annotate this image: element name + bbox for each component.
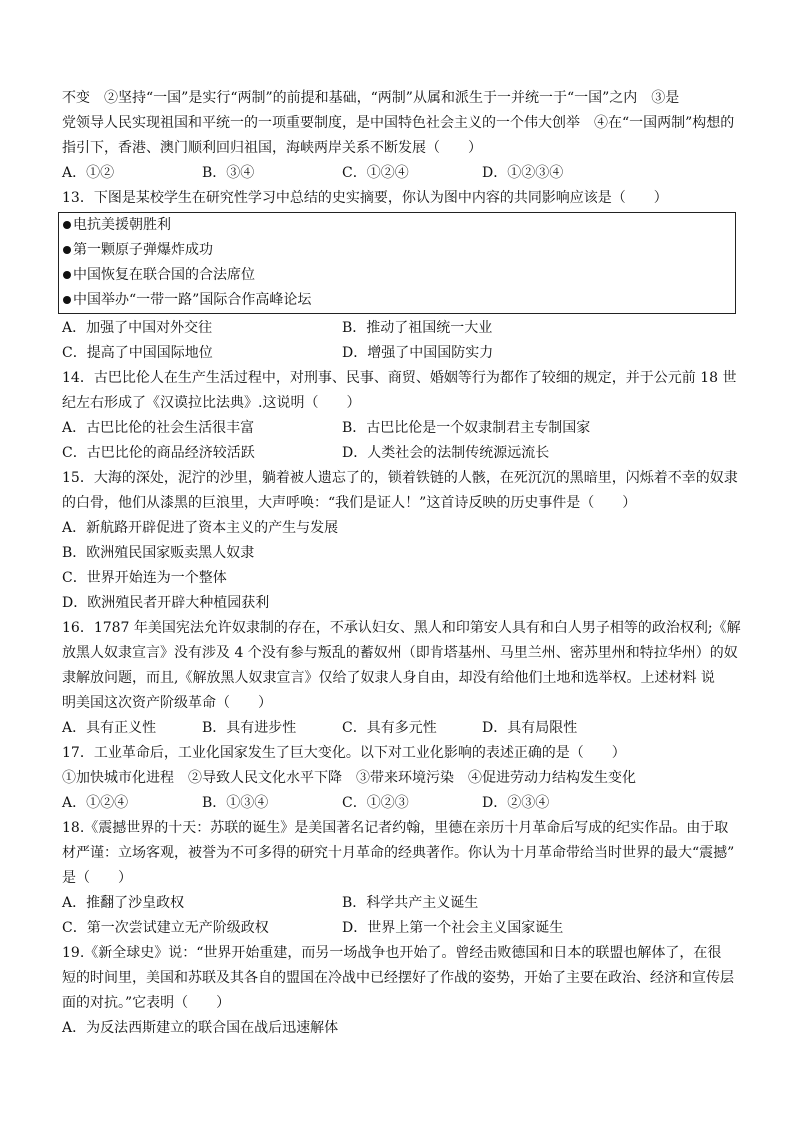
q17-option-a[interactable]: A．①②④ [62, 795, 129, 811]
q16-option-a[interactable]: A．具有正义性 [62, 720, 157, 736]
q14-line-1: 14．古巴比伦人在生产生活过程中，对刑事、民事、商贸、婚姻等行为都作了较细的规定，并于公元前 18 世 [62, 370, 737, 386]
q15-line-2: 的白骨，他们从漆黑的巨浪里，大声呼唤：“我们是证人！”这首诗反映的历史事件是（ ） [62, 495, 637, 511]
q17-items: ①加快城市化进程 ②导致人民文化水平下降 ③带来环境污染 ④促进劳动力结构发生变化 [62, 770, 636, 786]
q13-box-item: 电抗美援朝胜利 [63, 213, 731, 238]
q16-option-d[interactable]: D．具有局限性 [482, 720, 578, 736]
q17-options [62, 791, 732, 816]
q12-option-d[interactable]: D．①②③④ [482, 165, 564, 181]
q13-option-c[interactable]: C．提高了中国国际地位 [62, 345, 213, 361]
q17-option-d[interactable]: D．②③④ [482, 795, 550, 811]
q15-line-1: 15．大海的深处，泥泞的沙里，躺着被人遗忘了的，锁着铁链的人骸，在死沉沉的黑暗里，闪烁着不幸的奴隶 [62, 470, 738, 486]
q18-line-2: 材严谨：立场客观，被誉为不可多得的研究十月革命的经典著作。你认为十月革命带给当时世界的最大“震撼” [62, 845, 735, 861]
q12-line-3: 指引下，香港、澳门顺利回归祖国，海峡两岸关系不断发展（ ） [62, 140, 482, 156]
q19-line-2: 短的时间里，美国和苏联及其各自的盟国在冷战中已经摆好了作战的姿势，开始了主要在政治、经济和宣传层 [62, 970, 734, 986]
q14-option-b[interactable]: B．古巴比伦是一个奴隶制君主专制国家 [342, 420, 591, 436]
q17-option-c[interactable]: C．①②③ [342, 795, 409, 811]
q14-options-row-2 [62, 441, 732, 466]
q18-line-3: 是（ ） [62, 870, 132, 886]
q17-stem: 17．工业革命后，工业化国家发生了巨大变化。以下对工业化影响的表述正确的是（ ） [62, 745, 626, 761]
q16-options [62, 716, 732, 741]
q13-box-item: 中国恢复在联合国的合法席位 [63, 263, 731, 288]
q16-line-2: 放黑人奴隶宣言》没有涉及 4 个没有参与叛乱的蓄奴州（即肯塔基州、马里兰州、密苏里州和特拉华州）的奴 [62, 645, 738, 661]
q13-options-row-1 [62, 316, 732, 341]
q15-option-a[interactable]: A．新航路开辟促进了资本主义的产生与发展 [62, 520, 339, 536]
q17-option-b[interactable]: B．①③④ [202, 795, 269, 811]
q13-options-row-2 [62, 341, 732, 366]
q13-box-item: 中国举办“一带一路”国际合作高峰论坛 [63, 288, 731, 313]
q13-option-b[interactable]: B．推动了祖国统一大业 [342, 320, 493, 336]
q16-line-3: 隶解放问题，而且,《解放黑人奴隶宣言》仅给了奴隶人身自由，却没有给他们土地和选举权。上述材料 说 [62, 670, 715, 686]
q19-option-a[interactable]: A．为反法西斯建立的联合国在战后迅速解体 [62, 1020, 339, 1036]
q18-option-a[interactable]: A．推翻了沙皇政权 [62, 895, 185, 911]
q12-option-c[interactable]: C．①②④ [342, 165, 409, 181]
q12-options [62, 161, 732, 186]
q15-option-c[interactable]: C．世界开始连为一个整体 [62, 570, 227, 586]
q19-line-3: 面的对抗。”它表明（ ） [62, 995, 231, 1011]
q13-stem: 13．下图是某校学生在研究性学习中总结的史实摘要，你认为图中内容的共同影响应该是（ ） [62, 190, 668, 206]
exam-page [62, 86, 741, 1041]
bullet-icon [63, 246, 71, 254]
q16-line-4: 明美国这次资产阶级革命（ ） [62, 695, 272, 711]
bullet-icon [63, 271, 71, 279]
q18-option-c[interactable]: C．第一次尝试建立无产阶级政权 [62, 920, 269, 936]
q18-option-d[interactable]: D．世界上第一个社会主义国家诞生 [342, 920, 564, 936]
q14-options-row-1 [62, 416, 732, 441]
q12-option-b[interactable]: B．③④ [202, 165, 255, 181]
q18-line-1: 18.《震撼世界的十天：苏联的诞生》是美国著名记者约翰，里德在亲历十月革命后写成的纪实作品。由于取 [62, 820, 729, 836]
q19-line-1: 19.《新全球史》说：“世界开始重建，而另一场战争也开始了。曾经击败德国和日本的联盟也解体了，在很 [62, 945, 722, 961]
q16-line-1: 16．1787 年美国宪法允许奴隶制的存在，不承认妇女、黑人和印第安人具有和白人男子相等的政治权利;《解 [62, 620, 741, 636]
q14-option-d[interactable]: D．人类社会的法制传统源远流长 [342, 445, 550, 461]
q14-option-a[interactable]: A．古巴比伦的社会生活很丰富 [62, 420, 255, 436]
q14-option-c[interactable]: C．古巴比伦的商品经济较活跃 [62, 445, 255, 461]
q15-option-d[interactable]: D．欧洲殖民者开辟大种植园获利 [62, 595, 270, 611]
q12-line-1: 不变 ②坚持“一国”是实行“两制”的前提和基础，“两制”从属和派生于一并统一于“一国”之内 ③是 [62, 90, 680, 106]
q15-option-b[interactable]: B．欧洲殖民国家贩卖黑人奴隶 [62, 545, 255, 561]
q16-option-c[interactable]: C．具有多元性 [342, 720, 437, 736]
q18-options-row-1 [62, 891, 732, 916]
q13-option-d[interactable]: D．增强了中国国防实力 [342, 345, 494, 361]
q13-box-item: 第一颗原子弹爆炸成功 [63, 238, 731, 263]
q12-option-a[interactable]: A．①② [62, 165, 115, 181]
q13-option-a[interactable]: A．加强了中国对外交往 [62, 320, 213, 336]
q14-line-2: 纪左右形成了《汉谟拉比法典》.这说明（ ） [62, 395, 361, 411]
q18-option-b[interactable]: B．科学共产主义诞生 [342, 895, 479, 911]
bullet-icon [63, 221, 71, 229]
q16-option-b[interactable]: B．具有进步性 [202, 720, 297, 736]
q18-options-row-2 [62, 916, 732, 941]
q13-fact-box [58, 212, 736, 314]
q12-line-2: 党领导人民实现祖国和平统一的一项重要制度，是中国特色社会主义的一个伟大创举 ④在“一国两制”构想的 [62, 115, 735, 131]
bullet-icon [63, 296, 71, 304]
